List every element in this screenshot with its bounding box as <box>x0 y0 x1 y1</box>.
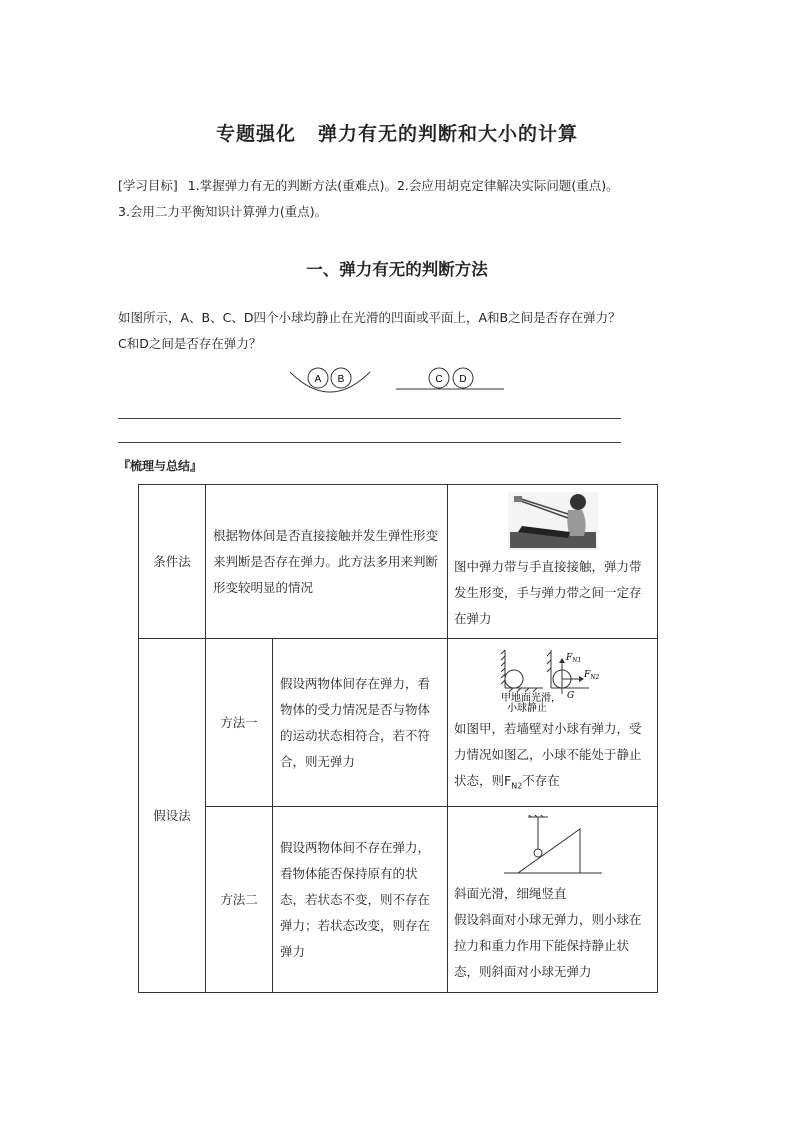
method-name-condition: 条件法 <box>139 485 206 639</box>
condition-example <box>448 485 658 639</box>
learning-objectives <box>118 173 678 225</box>
page-title <box>0 119 794 146</box>
method-two-example-line-1: 斜面光滑，细绳竖直 <box>454 885 567 901</box>
table-row <box>139 639 658 807</box>
method-one-description: 假设两物体间存在弹力，看物体的受力情况是否与物体的运动状态相符合，若不符合，则无弹力 <box>273 639 448 807</box>
ball-b-label: B <box>337 374 345 385</box>
question-line-2: C和D之间是否存在弹力？ <box>118 336 262 351</box>
method-two-example <box>448 807 658 993</box>
method-one-example-text: 如图甲，若墙壁对小球有弹力，受力情况如图乙，小球不能处于静止状态，则$F_{N2}$不存在 <box>454 720 642 791</box>
wall-ball-diagram <box>493 646 613 712</box>
summary-tag: 『梳理与总结』 <box>118 459 203 473</box>
ball-a-label: A <box>314 374 322 385</box>
method-one-example <box>448 639 658 807</box>
question-line-1: 如图所示，A、B、C、D四个小球均静止在光滑的凹面或平面上，A和B之间是否存在弹力？ <box>118 310 621 325</box>
method-two-name: 方法二 <box>206 807 273 993</box>
objectives-line-1: 1.掌握弹力有无的判断方法(重难点)。2.会应用胡克定律解决实际问题(重点)。 <box>187 178 619 193</box>
force-label-g: G <box>566 690 574 701</box>
method-two-example-line-2: 假设斜面对小球无弹力，则小球在拉力和重力作用下能保持静止状态，则斜面对小球无弹力 <box>454 911 642 979</box>
methods-table <box>138 484 658 993</box>
figure-caption-line-2: 小球静止 <box>506 702 547 712</box>
objectives-tag: [学习目标] <box>118 178 178 193</box>
condition-example-text: 图中弹力带与手直接接触，弹力带发生形变，手与弹力带之间一定存在弹力 <box>454 558 642 626</box>
table-row <box>139 485 658 639</box>
ball-d-label: D <box>459 374 467 385</box>
answer-line <box>118 442 621 443</box>
condition-description: 根据物体间是否直接接触并发生弹性形变来判断是否存在弹力。此方法多用来判断形变较明显的情况 <box>206 485 448 639</box>
question <box>118 305 698 357</box>
ball-c-label: C <box>435 374 443 385</box>
answer-line <box>118 418 621 419</box>
method-one-name: 方法一 <box>206 639 273 807</box>
concave-surface <box>290 372 370 392</box>
incline-ball-diagram <box>498 815 608 877</box>
method-two-description: 假设两物体间不存在弹力，看物体能否保持原有的状态，若状态不变，则不存在弹力；若状态改变，则存在弹力 <box>273 807 448 993</box>
title-main: 弹力有无的判断和大小的计算 <box>318 123 579 145</box>
table-row <box>139 807 658 993</box>
force-label-fn2: $F_{N2}$ <box>583 669 599 681</box>
force-label-fn1: $F_{N1}$ <box>565 652 581 664</box>
figure-caption-line-1: 甲地面光滑， <box>500 692 561 704</box>
objectives-line-2: 3.会用二力平衡知识计算弹力(重点)。 <box>118 204 328 219</box>
title-prefix: 专题强化 <box>215 123 296 145</box>
method-name-assumption: 假设法 <box>139 639 206 993</box>
balls-figure <box>280 362 520 394</box>
resistance-band-photo <box>508 492 598 550</box>
section-heading: 一、弹力有无的判断方法 <box>306 260 488 279</box>
